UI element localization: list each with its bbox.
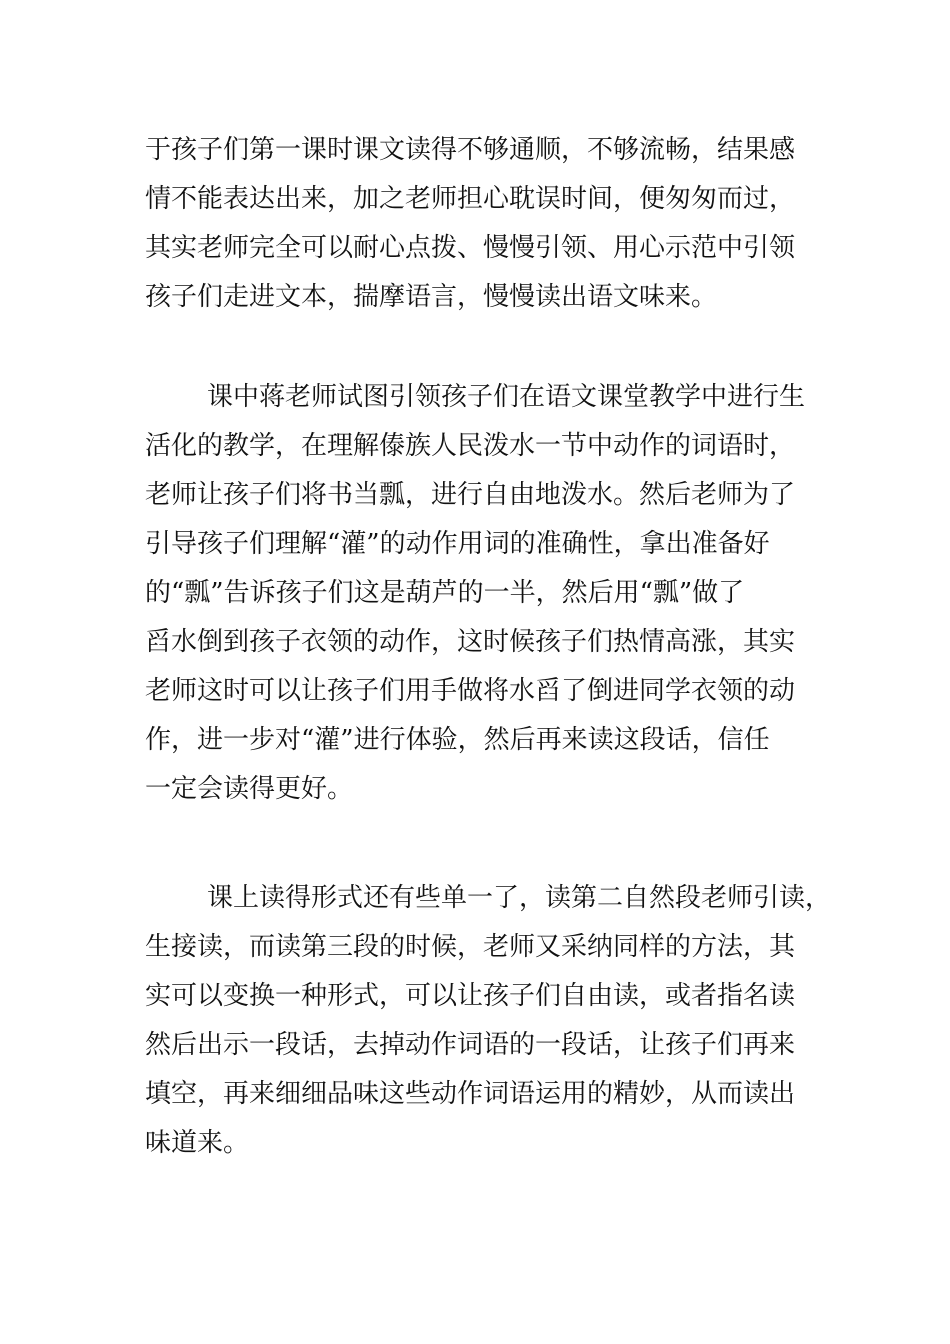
text-line: 的“瓢”告诉孩子们这是葫芦的一半，然后用“瓢”做了: [145, 578, 745, 608]
text-line: 课中蒋老师试图引领孩子们在语文课堂教学中进行生: [207, 382, 806, 412]
text-line: 老师这时可以让孩子们用手做将水舀了倒进同学衣领的动: [145, 676, 796, 706]
text-line: 生接读，而读第三段的时候，老师又采纳同样的方法，其: [145, 932, 796, 962]
text-line: 味道来。: [145, 1128, 250, 1158]
paragraph-2: [145, 373, 835, 814]
text-line: 其实老师完全可以耐心点拨、慢慢引领、用心示范中引领: [145, 233, 796, 263]
paragraph-1: [145, 126, 835, 322]
text-line: 一定会读得更好。: [145, 774, 354, 804]
text-line: 引导孩子们理解“灌”的动作用词的准确性，拿出准备好: [145, 529, 770, 559]
text-line: 作，进一步对“灌”进行体验，然后再来读这段话，信任: [145, 725, 770, 755]
text-line: 然后出示一段话，去掉动作词语的一段话，让孩子们再来: [145, 1030, 796, 1060]
text-line: 孩子们走进文本，揣摩语言，慢慢读出语文味来。: [145, 282, 718, 312]
text-line: 情不能表达出来，加之老师担心耽误时间，便匆匆而过，: [145, 184, 796, 214]
text-line: 老师让孩子们将书当瓢，进行自由地泼水。然后老师为了: [145, 480, 796, 510]
text-line: 舀水倒到孩子衣领的动作，这时候孩子们热情高涨，其实: [145, 627, 796, 657]
paragraph-3: [145, 874, 835, 1168]
text-line: 实可以变换一种形式，可以让孩子们自由读，或者指名读: [145, 981, 796, 1011]
text-line: 于孩子们第一课时课文读得不够通顺，不够流畅，结果感: [145, 135, 796, 165]
text-line: 填空，再来细细品味这些动作词语运用的精妙，从而读出: [145, 1079, 796, 1109]
text-line: 活化的教学，在理解傣族人民泼水一节中动作的词语时，: [145, 431, 796, 461]
text-line: 课上读得形式还有些单一了，读第二自然段老师引读，: [207, 883, 832, 913]
